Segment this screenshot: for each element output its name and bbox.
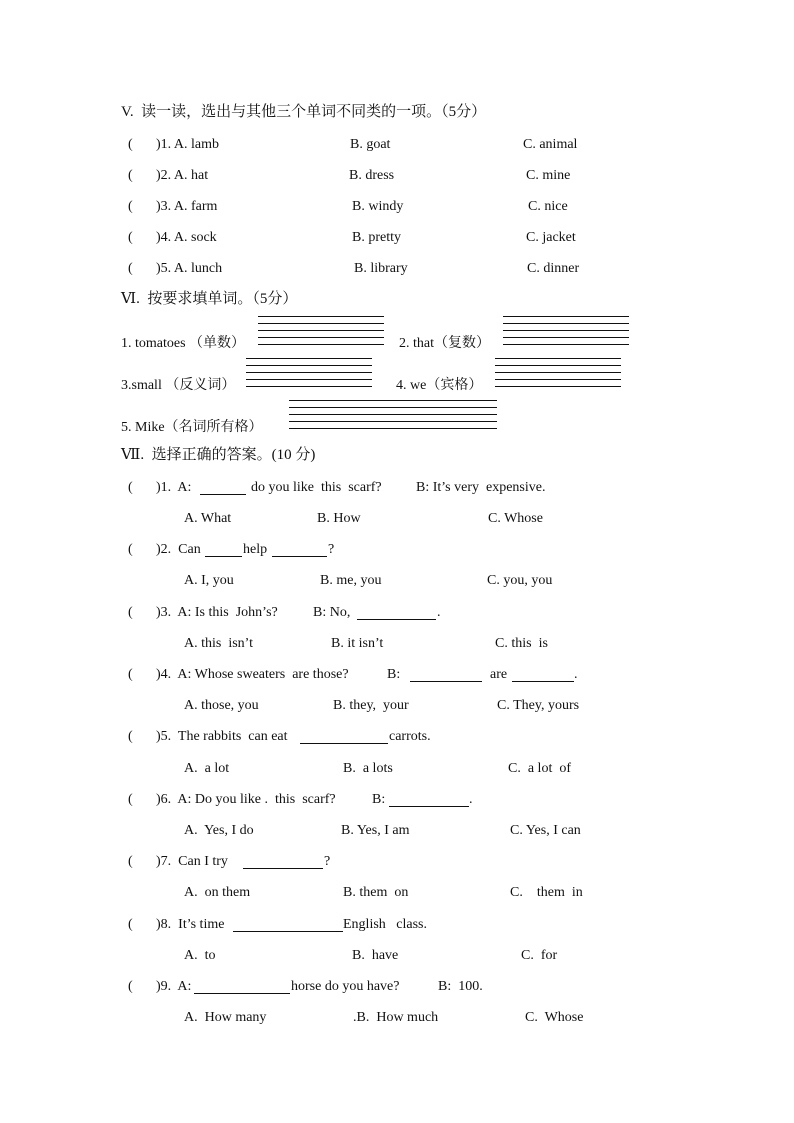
answer-paren: ( (128, 261, 133, 276)
option-b: B. Yes, I am (341, 823, 410, 838)
answer-lines[interactable] (495, 358, 621, 393)
fill-prompt: 2. that（复数） (399, 336, 490, 351)
question-text: ? (328, 542, 335, 557)
option-c: C. Whose (488, 511, 543, 526)
question-text: B: 100. (438, 979, 483, 994)
option-c: C. mine (526, 168, 571, 183)
option-c: C. you, you (487, 573, 553, 588)
option-c: C. this is (495, 636, 548, 651)
section-vi-title: Ⅵ. 按要求填单词。（5分） (121, 291, 298, 307)
answer-paren: ( (128, 230, 133, 245)
option-b: .B. How much (353, 1010, 439, 1025)
option-a: A. I, you (184, 573, 234, 588)
question-text: )6. A: Do you like . this scarf? (156, 792, 336, 807)
option-b: B. it isn’t (331, 636, 384, 651)
question-text: . (437, 605, 441, 620)
question-text: )9. A: (156, 979, 192, 994)
answer-lines[interactable] (289, 400, 497, 435)
option-b: B. pretty (352, 230, 401, 245)
question-text: )4. A: Whose sweaters are those? (156, 667, 349, 682)
question-text: horse do you have? (291, 979, 400, 994)
fill-prompt: 4. we（宾格） (396, 378, 483, 393)
answer-paren: ( (128, 854, 133, 869)
answer-blank[interactable] (357, 619, 436, 620)
answer-paren: ( (128, 792, 133, 807)
question-text: . (574, 667, 578, 682)
question-text: help (243, 542, 268, 557)
question-option-a: )3. A. farm (156, 199, 218, 214)
answer-paren: ( (128, 168, 133, 183)
option-b: B. them on (343, 885, 409, 900)
answer-lines[interactable] (503, 316, 629, 351)
fill-prompt: 1. tomatoes （单数） (121, 336, 246, 351)
fill-prompt: 3.small （反义词） (121, 378, 236, 393)
option-c: C. nice (528, 199, 568, 214)
fill-prompt: 5. Mike（名词所有格） (121, 420, 263, 435)
option-a: A. those, you (184, 698, 259, 713)
question-text: carrots. (389, 729, 431, 744)
answer-blank[interactable] (194, 993, 290, 994)
option-b: B. windy (352, 199, 404, 214)
option-a: A. this isn’t (184, 636, 253, 651)
section-vii-title: Ⅶ. 选择正确的答案。(10 分) (121, 447, 316, 463)
question-text: )3. A: Is this John’s? (156, 605, 278, 620)
question-text: )5. The rabbits can eat (156, 729, 288, 744)
question-text: do you like this scarf? (251, 480, 382, 495)
option-a: A. Yes, I do (184, 823, 254, 838)
question-text: B: (387, 667, 401, 682)
answer-blank[interactable] (233, 931, 343, 932)
answer-paren: ( (128, 979, 133, 994)
answer-paren: ( (128, 137, 133, 152)
option-b: B. a lots (343, 761, 393, 776)
answer-blank[interactable] (205, 556, 242, 557)
question-text: . (469, 792, 473, 807)
option-b: B. library (354, 261, 408, 276)
question-text: B: No, (313, 605, 351, 620)
answer-blank[interactable] (512, 681, 574, 682)
question-option-a: )1. A. lamb (156, 137, 219, 152)
option-c: C. for (521, 948, 558, 963)
answer-blank[interactable] (200, 494, 246, 495)
answer-lines[interactable] (258, 316, 384, 351)
option-c: C. animal (523, 137, 578, 152)
option-a: A. How many (184, 1010, 267, 1025)
option-b: B. dress (349, 168, 395, 183)
question-text: )1. A: (156, 480, 192, 495)
question-option-a: )4. A. sock (156, 230, 217, 245)
option-a: A. a lot (184, 761, 230, 776)
answer-blank[interactable] (410, 681, 482, 682)
question-text: ? (324, 854, 331, 869)
option-c: C. They, yours (497, 698, 580, 713)
answer-paren: ( (128, 480, 133, 495)
answer-paren: ( (128, 917, 133, 932)
option-c: C. Yes, I can (510, 823, 581, 838)
option-a: A. What (184, 511, 232, 526)
option-b: B. me, you (320, 573, 382, 588)
option-c: C. Whose (525, 1010, 584, 1025)
answer-paren: ( (128, 605, 133, 620)
answer-paren: ( (128, 729, 133, 744)
option-a: A. on them (184, 885, 251, 900)
answer-lines[interactable] (246, 358, 372, 393)
option-b: B. they, your (333, 698, 409, 713)
answer-blank[interactable] (389, 806, 469, 807)
answer-blank[interactable] (272, 556, 327, 557)
option-c: C. jacket (526, 230, 576, 245)
option-c: C. dinner (527, 261, 580, 276)
option-c: C. them in (510, 885, 583, 900)
question-text: )7. Can I try (156, 854, 228, 869)
option-a: A. to (184, 948, 216, 963)
option-b: B. How (317, 511, 361, 526)
question-text: B: (372, 792, 386, 807)
option-b: B. goat (350, 137, 391, 152)
question-text: are (490, 667, 508, 682)
option-b: B. have (352, 948, 399, 963)
answer-paren: ( (128, 199, 133, 214)
answer-paren: ( (128, 667, 133, 682)
answer-blank[interactable] (300, 743, 388, 744)
question-text: English class. (343, 917, 427, 932)
answer-paren: ( (128, 542, 133, 557)
section-v-title: V. 读一读，选出与其他三个单词不同类的一项。（5分） (121, 104, 487, 120)
answer-blank[interactable] (243, 868, 323, 869)
question-option-a: )2. A. hat (156, 168, 209, 183)
question-text: )2. Can (156, 542, 201, 557)
option-c: C. a lot of (508, 761, 571, 776)
question-option-a: )5. A. lunch (156, 261, 223, 276)
question-text: B: It’s very expensive. (416, 480, 546, 495)
question-text: )8. It’s time (156, 917, 225, 932)
